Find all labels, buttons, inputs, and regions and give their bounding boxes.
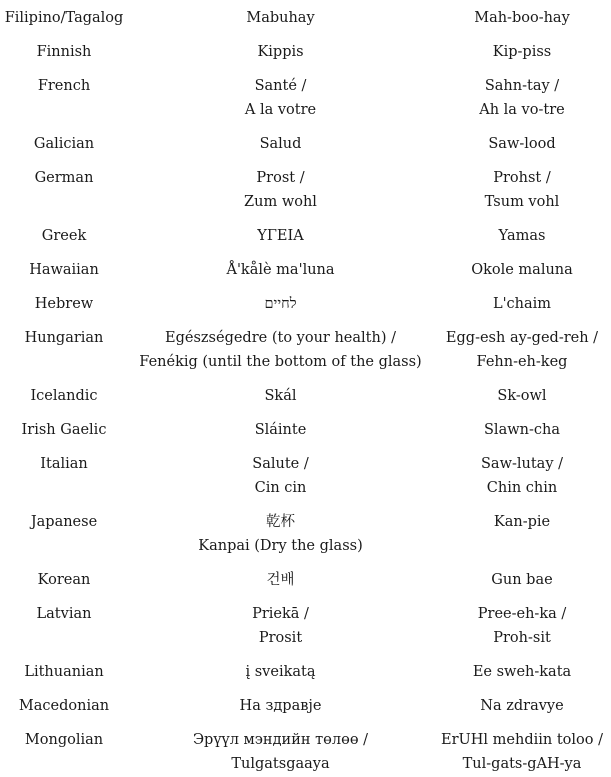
toast-text: Egészségedre (to your health) / — [165, 330, 396, 346]
pronunciation-text: Yamas — [498, 228, 546, 244]
pronunciation-text: Prohst / — [493, 170, 551, 186]
pronunciation-text: Slawn-cha — [484, 422, 560, 438]
toast-text: 건배 — [266, 572, 295, 588]
pronunciation-cell — [433, 694, 611, 718]
pronunciation-text: Tul-gats-gAH-ya — [462, 756, 582, 772]
table-row — [0, 258, 611, 282]
toast-cell — [128, 258, 433, 282]
language-cell — [0, 166, 128, 190]
toast-text: Эрүүл мэндийн төлөө / — [192, 732, 369, 748]
table-row — [0, 6, 611, 30]
toast-cell — [128, 384, 433, 408]
pronunciation-cell — [433, 326, 611, 374]
toast-text: Santé / — [254, 78, 307, 94]
table-row — [0, 452, 611, 500]
toast-text: 乾杯 — [266, 514, 295, 530]
toast-cell — [128, 602, 433, 650]
language-name: Mongolian — [24, 732, 104, 748]
toast-text: Kippis — [257, 44, 304, 60]
language-name: French — [37, 78, 91, 94]
pronunciation-cell — [433, 166, 611, 214]
toast-cell — [128, 224, 433, 248]
toast-cell — [128, 568, 433, 592]
pronunciation-text: Okole maluna — [471, 262, 573, 278]
pronunciation-cell — [433, 132, 611, 156]
language-name: Irish Gaelic — [21, 422, 107, 438]
pronunciation-text: ErUHl mehdiin toloo / — [441, 732, 603, 748]
toast-text: Prost / — [256, 170, 305, 186]
toast-cell — [128, 452, 433, 500]
pronunciation-text: Ah la vo-tre — [479, 102, 565, 118]
pronunciation-cell — [433, 224, 611, 248]
table-row — [0, 418, 611, 442]
toast-text: Skál — [264, 388, 297, 404]
table-row — [0, 602, 611, 650]
language-name: Galician — [33, 136, 95, 152]
language-name: Hawaiian — [29, 262, 99, 278]
table-row — [0, 40, 611, 64]
pronunciation-cell — [433, 602, 611, 650]
pronunciation-cell — [433, 292, 611, 316]
table-row — [0, 384, 611, 408]
toast-text: Mabuhay — [246, 10, 315, 26]
pronunciation-text: Saw-lood — [488, 136, 556, 152]
toast-cell — [128, 418, 433, 442]
toast-cell — [128, 292, 433, 316]
table-row — [0, 728, 611, 776]
pronunciation-cell — [433, 74, 611, 122]
language-name: Icelandic — [30, 388, 98, 404]
pronunciation-text: Proh-sit — [493, 630, 551, 646]
language-name: Korean — [37, 572, 91, 588]
toast-cell — [128, 132, 433, 156]
toast-cell — [128, 166, 433, 214]
pronunciation-cell — [433, 384, 611, 408]
toast-cell — [128, 510, 433, 558]
toast-text: Å'kålè ma'luna — [226, 262, 335, 278]
pronunciation-cell — [433, 418, 611, 442]
toast-text: На здравје — [239, 698, 322, 714]
table-row — [0, 224, 611, 248]
table-row — [0, 660, 611, 684]
language-name: Hungarian — [24, 330, 104, 346]
toast-cell — [128, 694, 433, 718]
language-cell — [0, 694, 128, 718]
language-name: Latvian — [36, 606, 92, 622]
language-cell — [0, 292, 128, 316]
toast-cell — [128, 40, 433, 64]
toast-cell — [128, 326, 433, 374]
pronunciation-cell — [433, 660, 611, 684]
language-name: Lithuanian — [24, 664, 104, 680]
toast-text: Zum wohl — [244, 194, 317, 210]
toast-text: Salute / — [252, 456, 309, 472]
pronunciation-text: Na zdravye — [480, 698, 564, 714]
table-row — [0, 694, 611, 718]
language-cell — [0, 568, 128, 592]
toast-text: לחיים — [264, 296, 297, 312]
language-cell — [0, 74, 128, 98]
pronunciation-cell — [433, 568, 611, 592]
language-cell — [0, 418, 128, 442]
language-cell — [0, 602, 128, 626]
pronunciation-text: Kip-piss — [492, 44, 552, 60]
toast-cell — [128, 6, 433, 30]
table-row — [0, 132, 611, 156]
language-name: Filipino/Tagalog — [4, 10, 124, 26]
pronunciation-cell — [433, 510, 611, 534]
pronunciation-text: Fehn-eh-keg — [476, 354, 568, 370]
pronunciation-cell — [433, 6, 611, 30]
table-row — [0, 326, 611, 374]
language-cell — [0, 728, 128, 752]
toast-text: Fenékig (until the bottom of the glass) — [139, 354, 422, 370]
pronunciation-text: Gun bae — [491, 572, 553, 588]
language-name: German — [34, 170, 94, 186]
pronunciation-text: Sk-owl — [497, 388, 547, 404]
table-row — [0, 292, 611, 316]
language-cell — [0, 660, 128, 684]
pronunciation-text: Kan-pie — [493, 514, 551, 530]
pronunciation-text: Pree-eh-ka / — [477, 606, 567, 622]
pronunciation-cell — [433, 258, 611, 282]
language-cell — [0, 452, 128, 476]
toast-text: ΥΓΕΙΑ — [257, 228, 304, 244]
pronunciation-text: L'chaim — [492, 296, 552, 312]
pronunciation-cell — [433, 40, 611, 64]
toast-cell — [128, 728, 433, 776]
pronunciation-text: Mah-boo-hay — [474, 10, 570, 26]
language-cell — [0, 510, 128, 534]
pronunciation-cell — [433, 728, 611, 776]
toast-cell — [128, 660, 433, 684]
pronunciation-text: Tsum vohl — [484, 194, 560, 210]
pronunciation-text: Sahn-tay / — [484, 78, 560, 94]
language-name: Hebrew — [34, 296, 94, 312]
toast-text: Cin cin — [254, 480, 307, 496]
language-name: Greek — [41, 228, 87, 244]
language-cell — [0, 258, 128, 282]
toast-text: Sláinte — [254, 422, 307, 438]
language-name: Italian — [40, 456, 88, 472]
table-row — [0, 568, 611, 592]
toast-text: A la votre — [244, 102, 317, 118]
language-cell — [0, 40, 128, 64]
table-row — [0, 166, 611, 214]
pronunciation-cell — [433, 452, 611, 500]
toast-text: Priekā / — [252, 606, 309, 622]
toast-text: Salud — [259, 136, 302, 152]
pronunciation-text: Saw-lutay / — [480, 456, 564, 472]
toast-text: Tulgatsgaaya — [231, 756, 330, 772]
pronunciation-text: Egg-esh ay-ged-reh / — [445, 330, 599, 346]
table-row — [0, 74, 611, 122]
language-cell — [0, 326, 128, 350]
language-cell — [0, 224, 128, 248]
language-name: Finnish — [36, 44, 92, 60]
language-name: Japanese — [30, 514, 98, 530]
toast-text: Kanpai (Dry the glass) — [198, 538, 363, 554]
table-row — [0, 510, 611, 558]
toast-text: į sveikatą — [245, 664, 316, 680]
pronunciation-text: Chin chin — [486, 480, 558, 496]
language-cell — [0, 384, 128, 408]
language-name: Macedonian — [18, 698, 110, 714]
toast-text: Prosit — [258, 630, 303, 646]
toast-cell — [128, 74, 433, 122]
pronunciation-text: Ee sweh-kata — [472, 664, 572, 680]
language-cell — [0, 6, 128, 30]
language-cell — [0, 132, 128, 156]
